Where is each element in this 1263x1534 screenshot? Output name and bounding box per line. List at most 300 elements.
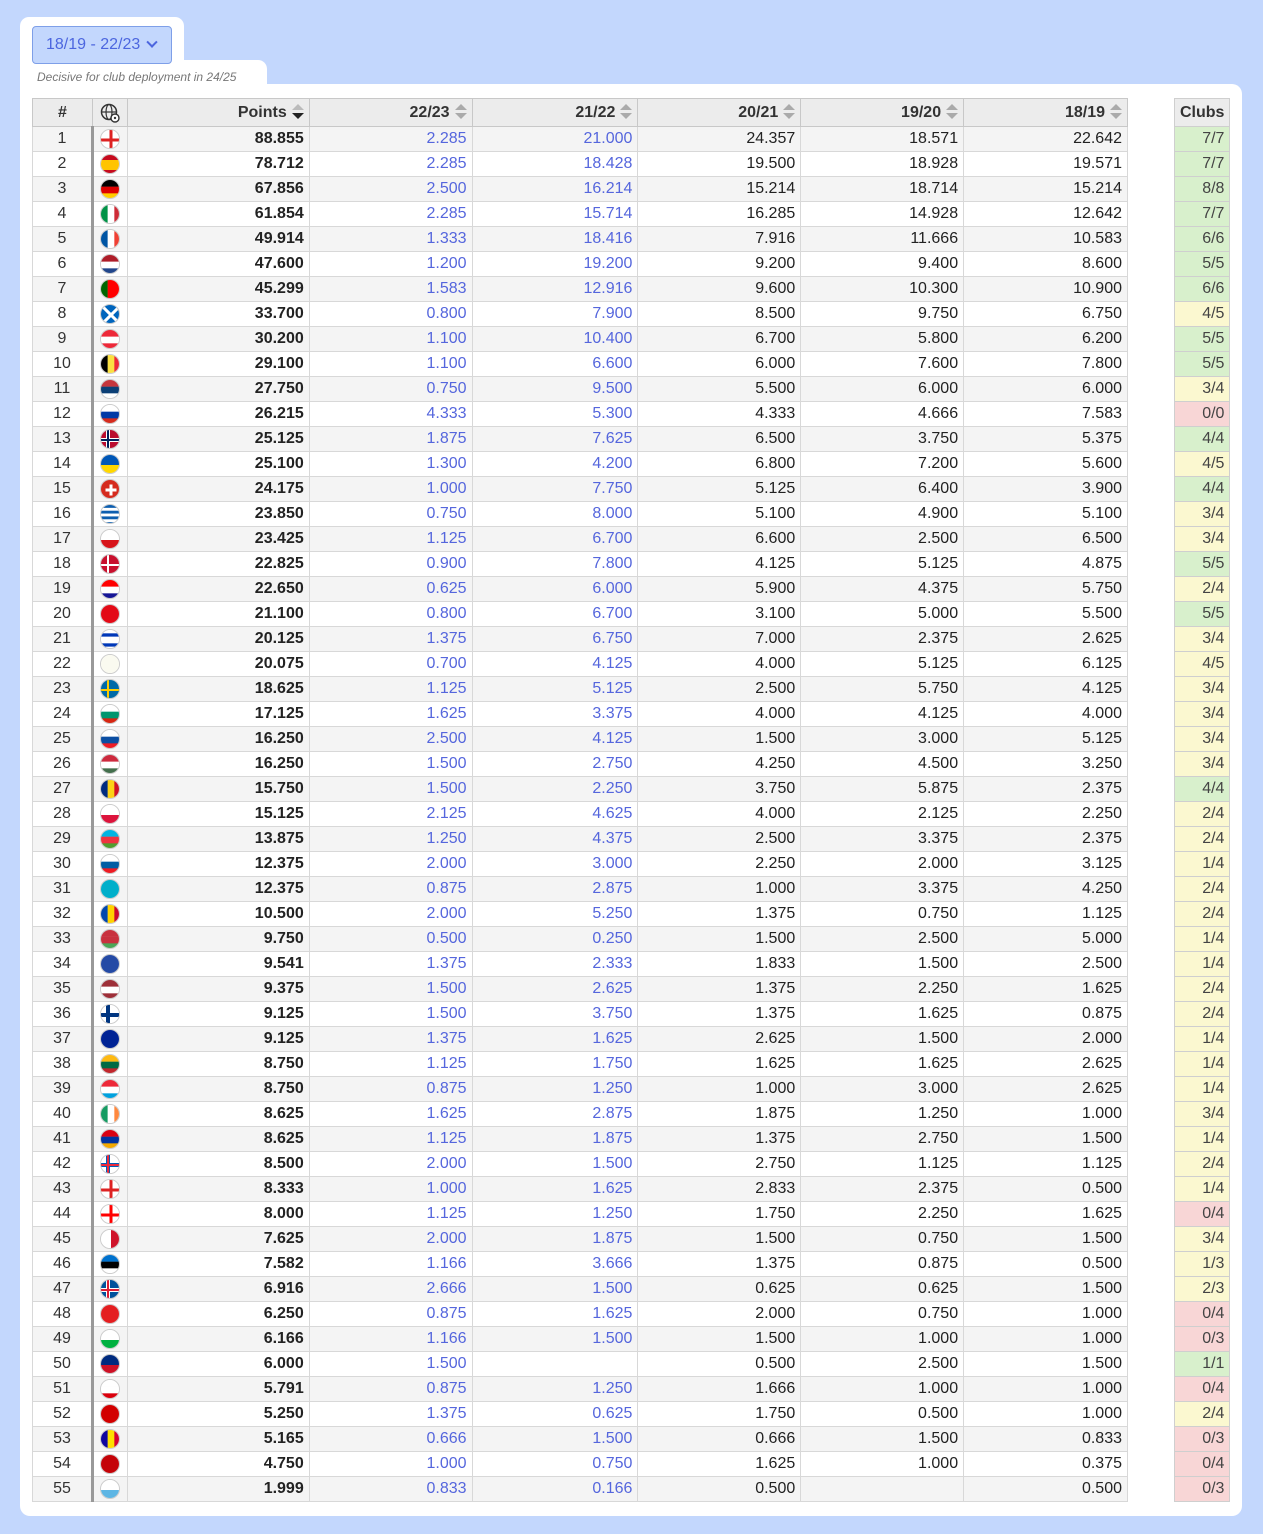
- season-1819-cell: 2.000: [964, 1027, 1128, 1052]
- season-2223-cell[interactable]: 2.000: [309, 1152, 472, 1177]
- points-cell: 21.100: [127, 602, 309, 627]
- points-cell: 24.175: [127, 477, 309, 502]
- season-2223-cell[interactable]: 1.100: [309, 352, 472, 377]
- season-2223-cell[interactable]: 1.500: [309, 752, 472, 777]
- season-2122-cell[interactable]: 1.625: [472, 1027, 638, 1052]
- season-2122-cell[interactable]: 2.625: [472, 977, 638, 1002]
- season-2223-cell[interactable]: 1.125: [309, 1127, 472, 1152]
- season-1920-cell: 14.928: [801, 202, 964, 227]
- table-row: [33, 1227, 1128, 1252]
- season-1920-cell: 0.750: [801, 902, 964, 927]
- season-2021-cell: 0.666: [638, 1427, 801, 1452]
- season-2122-cell[interactable]: 1.500: [472, 1152, 638, 1177]
- clubs-cell: 0/3: [1175, 1477, 1230, 1502]
- season-2223-cell[interactable]: 2.500: [309, 177, 472, 202]
- clubs-cell: 1/4: [1175, 1177, 1230, 1202]
- season-2122-cell[interactable]: 1.625: [472, 1302, 638, 1327]
- northern-ireland-flag: [100, 1179, 120, 1199]
- season-2122-cell[interactable]: 4.125: [472, 727, 638, 752]
- season-2122-cell[interactable]: 18.428: [472, 152, 638, 177]
- season-1819-cell: 3.250: [964, 752, 1128, 777]
- season-2021-cell: 9.200: [638, 252, 801, 277]
- table-row: [33, 277, 1128, 302]
- season-1819-cell: 2.625: [964, 627, 1128, 652]
- georgia-flag: [100, 1204, 120, 1224]
- season-2021-cell: 4.250: [638, 752, 801, 777]
- season-1920-cell: 5.000: [801, 602, 964, 627]
- season-1920-cell: 4.666: [801, 402, 964, 427]
- points-cell: 9.375: [127, 977, 309, 1002]
- iceland-flag: [100, 1279, 120, 1299]
- season-2223-cell[interactable]: 1.500: [309, 777, 472, 802]
- country-cell: [92, 1427, 127, 1452]
- season-2122-cell[interactable]: 6.750: [472, 627, 638, 652]
- season-1920-cell: 7.200: [801, 452, 964, 477]
- season-2223-cell[interactable]: 0.625: [309, 577, 472, 602]
- season-2223-cell[interactable]: 1.125: [309, 677, 472, 702]
- season-1819-cell: 7.800: [964, 352, 1128, 377]
- season-2223-cell[interactable]: 0.666: [309, 1427, 472, 1452]
- clubs-row: [1175, 752, 1230, 777]
- faroe-islands-flag: [100, 1154, 120, 1174]
- clubs-row: [1175, 1077, 1230, 1102]
- season-2021-cell: 1.375: [638, 1002, 801, 1027]
- rank-cell: 48: [33, 1302, 93, 1327]
- season-1920-cell: 5.800: [801, 327, 964, 352]
- points-cell: 9.125: [127, 1002, 309, 1027]
- sort-icon: [783, 104, 795, 120]
- season-1920-cell: 3.750: [801, 427, 964, 452]
- country-header[interactable]: [92, 99, 127, 127]
- clubs-cell: 0/4: [1175, 1377, 1230, 1402]
- season-2021-cell: 2.500: [638, 677, 801, 702]
- clubs-cell: 1/4: [1175, 1127, 1230, 1152]
- table-row: [33, 1427, 1128, 1452]
- points-cell: 18.625: [127, 677, 309, 702]
- season-2122-cell[interactable]: 3.000: [472, 852, 638, 877]
- country-cell: [92, 1227, 127, 1252]
- season-2223-cell[interactable]: 1.333: [309, 227, 472, 252]
- season-2223-cell[interactable]: 0.900: [309, 552, 472, 577]
- rank-cell: 34: [33, 952, 93, 977]
- clubs-row: [1175, 927, 1230, 952]
- rank-cell: 13: [33, 427, 93, 452]
- rank-cell: 9: [33, 327, 93, 352]
- season-2122-cell[interactable]: 6.000: [472, 577, 638, 602]
- season-2223-cell[interactable]: 1.375: [309, 627, 472, 652]
- clubs-cell: 4/5: [1175, 652, 1230, 677]
- season-2122-cell[interactable]: 18.416: [472, 227, 638, 252]
- rank-cell: 6: [33, 252, 93, 277]
- season-2223-cell[interactable]: 1.625: [309, 1102, 472, 1127]
- season-2122-cell[interactable]: 7.625: [472, 427, 638, 452]
- clubs-header: Clubs: [1175, 99, 1230, 127]
- table-row: [33, 627, 1128, 652]
- season-2122-cell[interactable]: 7.900: [472, 302, 638, 327]
- season-2122-cell[interactable]: 1.250: [472, 1202, 638, 1227]
- season-2122-cell[interactable]: 5.125: [472, 677, 638, 702]
- season-2223-cell[interactable]: 2.000: [309, 1227, 472, 1252]
- season-1920-cell: 7.600: [801, 352, 964, 377]
- season-2122-cell[interactable]: 15.714: [472, 202, 638, 227]
- season-2021-cell: 1.500: [638, 1327, 801, 1352]
- season-2122-cell[interactable]: 0.750: [472, 1452, 638, 1477]
- season-2122-cell[interactable]: 19.200: [472, 252, 638, 277]
- season-2223-cell[interactable]: 0.875: [309, 1077, 472, 1102]
- table-row: [33, 852, 1128, 877]
- clubs-cell: 1/4: [1175, 927, 1230, 952]
- season-1920-header[interactable]: 19/20: [801, 99, 964, 127]
- season-2223-cell[interactable]: 2.125: [309, 802, 472, 827]
- season-1920-cell: 2.125: [801, 802, 964, 827]
- points-cell: 8.625: [127, 1102, 309, 1127]
- rank-cell: 20: [33, 602, 93, 627]
- country-cell: [92, 152, 127, 177]
- latvia-flag: [100, 979, 120, 999]
- season-range-dropdown[interactable]: [32, 26, 172, 64]
- clubs-cell: 7/7: [1175, 152, 1230, 177]
- season-2122-cell[interactable]: 1.500: [472, 1277, 638, 1302]
- season-2122-cell[interactable]: 1.875: [472, 1227, 638, 1252]
- season-2122-cell[interactable]: 10.400: [472, 327, 638, 352]
- clubs-cell: 2/4: [1175, 977, 1230, 1002]
- season-1819-cell: 2.625: [964, 1052, 1128, 1077]
- season-2122-cell[interactable]: 2.875: [472, 1102, 638, 1127]
- season-1819-cell: 1.000: [964, 1327, 1128, 1352]
- season-2223-cell[interactable]: 2.000: [309, 902, 472, 927]
- table-row: [33, 302, 1128, 327]
- country-cell: [92, 1027, 127, 1052]
- season-2021-cell: 1.875: [638, 1102, 801, 1127]
- points-cell: 8.500: [127, 1152, 309, 1177]
- season-2122-cell[interactable]: 7.750: [472, 477, 638, 502]
- season-2223-cell[interactable]: 1.625: [309, 702, 472, 727]
- points-cell: 78.712: [127, 152, 309, 177]
- season-2223-cell[interactable]: 1.200: [309, 252, 472, 277]
- season-2223-cell[interactable]: 0.800: [309, 302, 472, 327]
- san-marino-flag: [100, 1479, 120, 1499]
- season-2122-cell[interactable]: [472, 1352, 638, 1377]
- season-1920-cell: 5.875: [801, 777, 964, 802]
- season-2021-cell: 24.357: [638, 127, 801, 152]
- season-2223-cell[interactable]: 1.375: [309, 952, 472, 977]
- season-1819-cell: 10.900: [964, 277, 1128, 302]
- season-2223-cell[interactable]: 2.285: [309, 202, 472, 227]
- rank-cell: 16: [33, 502, 93, 527]
- season-2122-cell[interactable]: 12.916: [472, 277, 638, 302]
- season-1920-cell: 2.500: [801, 1352, 964, 1377]
- season-2122-cell[interactable]: 7.800: [472, 552, 638, 577]
- rank-cell: 17: [33, 527, 93, 552]
- season-1920-cell: 3.000: [801, 727, 964, 752]
- season-1819-cell: 4.250: [964, 877, 1128, 902]
- rank-cell: 55: [33, 1477, 93, 1502]
- season-2122-cell[interactable]: 3.375: [472, 702, 638, 727]
- season-2223-cell[interactable]: 2.500: [309, 727, 472, 752]
- season-2122-cell[interactable]: 5.250: [472, 902, 638, 927]
- season-2122-cell[interactable]: 1.500: [472, 1327, 638, 1352]
- poland-flag: [100, 804, 120, 824]
- season-2122-cell[interactable]: 0.625: [472, 1402, 638, 1427]
- season-2122-cell[interactable]: 3.750: [472, 1002, 638, 1027]
- rank-cell: 10: [33, 352, 93, 377]
- season-2122-cell[interactable]: 9.500: [472, 377, 638, 402]
- season-2122-cell[interactable]: 2.750: [472, 752, 638, 777]
- season-2021-cell: 0.500: [638, 1477, 801, 1502]
- season-2223-cell[interactable]: 1.300: [309, 452, 472, 477]
- country-cell: [92, 777, 127, 802]
- points-cell: 15.125: [127, 802, 309, 827]
- clubs-row: [1175, 252, 1230, 277]
- clubs-cell: 3/4: [1175, 677, 1230, 702]
- season-2223-cell[interactable]: 2.285: [309, 127, 472, 152]
- estonia-flag: [100, 1254, 120, 1274]
- clubs-row: [1175, 602, 1230, 627]
- kosovo-flag: [100, 954, 120, 974]
- clubs-cell: 8/8: [1175, 177, 1230, 202]
- season-2122-header[interactable]: 21/22: [472, 99, 638, 127]
- season-2223-cell[interactable]: 0.875: [309, 1302, 472, 1327]
- season-2122-cell[interactable]: 6.700: [472, 602, 638, 627]
- rank-cell: 23: [33, 677, 93, 702]
- table-row: [33, 1402, 1128, 1427]
- clubs-row: [1175, 1252, 1230, 1277]
- season-2021-header[interactable]: 20/21: [638, 99, 801, 127]
- denmark-flag: [100, 554, 120, 574]
- season-1920-cell: 18.714: [801, 177, 964, 202]
- season-2223-cell[interactable]: 1.100: [309, 327, 472, 352]
- season-2223-cell[interactable]: 0.875: [309, 877, 472, 902]
- season-2223-cell[interactable]: 1.583: [309, 277, 472, 302]
- season-2122-cell[interactable]: 2.250: [472, 777, 638, 802]
- season-2021-cell: 4.000: [638, 702, 801, 727]
- italy-flag: [100, 204, 120, 224]
- country-cell: [92, 377, 127, 402]
- season-2223-cell[interactable]: 0.500: [309, 927, 472, 952]
- season-2223-cell[interactable]: 0.700: [309, 652, 472, 677]
- season-2223-cell[interactable]: 1.000: [309, 1177, 472, 1202]
- season-2223-cell[interactable]: 1.125: [309, 1052, 472, 1077]
- rank-cell: 43: [33, 1177, 93, 1202]
- season-2122-cell[interactable]: 0.250: [472, 927, 638, 952]
- rank-cell: 12: [33, 402, 93, 427]
- season-1920-cell: 2.750: [801, 1127, 964, 1152]
- season-2122-cell[interactable]: 0.166: [472, 1477, 638, 1502]
- rank-cell: 53: [33, 1427, 93, 1452]
- season-2021-cell: 1.500: [638, 727, 801, 752]
- season-1920-cell: 4.900: [801, 502, 964, 527]
- clubs-row: [1175, 527, 1230, 552]
- season-2122-cell[interactable]: 3.666: [472, 1252, 638, 1277]
- clubs-cell: 0/4: [1175, 1202, 1230, 1227]
- clubs-row: [1175, 902, 1230, 927]
- germany-flag: [100, 179, 120, 199]
- clubs-cell: 2/4: [1175, 1002, 1230, 1027]
- season-range-label: 18/19 - 22/23: [46, 36, 141, 53]
- season-2122-cell[interactable]: 1.875: [472, 1127, 638, 1152]
- table-row: [33, 152, 1128, 177]
- season-2122-cell[interactable]: 8.000: [472, 502, 638, 527]
- season-1819-cell: 7.583: [964, 402, 1128, 427]
- season-2223-cell[interactable]: 2.000: [309, 852, 472, 877]
- season-2223-cell[interactable]: 1.166: [309, 1327, 472, 1352]
- season-2021-cell: 1.625: [638, 1452, 801, 1477]
- season-2122-cell[interactable]: 4.125: [472, 652, 638, 677]
- season-2021-cell: 2.500: [638, 827, 801, 852]
- points-cell: 9.125: [127, 1027, 309, 1052]
- albania-flag: [100, 1304, 120, 1324]
- country-cell: [92, 877, 127, 902]
- season-1819-cell: 1.625: [964, 977, 1128, 1002]
- season-2122-cell[interactable]: 1.625: [472, 1177, 638, 1202]
- country-cell: [92, 277, 127, 302]
- season-2223-cell[interactable]: 1.125: [309, 527, 472, 552]
- table-row: [33, 527, 1128, 552]
- moldova-flag: [100, 904, 120, 924]
- season-1819-cell: 1.000: [964, 1102, 1128, 1127]
- clubs-cell: 5/5: [1175, 352, 1230, 377]
- season-2122-cell[interactable]: 16.214: [472, 177, 638, 202]
- points-cell: 88.855: [127, 127, 309, 152]
- season-2223-cell[interactable]: 4.333: [309, 402, 472, 427]
- points-cell: 6.166: [127, 1327, 309, 1352]
- season-2223-cell[interactable]: 2.666: [309, 1277, 472, 1302]
- clubs-row: [1175, 1027, 1230, 1052]
- season-1920-cell: 2.375: [801, 627, 964, 652]
- points-cell: 5.791: [127, 1377, 309, 1402]
- season-2021-cell: 6.500: [638, 427, 801, 452]
- season-2122-cell[interactable]: 5.300: [472, 402, 638, 427]
- table-row: [33, 352, 1128, 377]
- season-2223-cell[interactable]: 0.833: [309, 1477, 472, 1502]
- table-row: [33, 752, 1128, 777]
- season-2122-cell[interactable]: 1.250: [472, 1077, 638, 1102]
- points-header[interactable]: Points: [127, 99, 309, 127]
- points-cell: 29.100: [127, 352, 309, 377]
- season-2122-cell[interactable]: 1.250: [472, 1377, 638, 1402]
- season-1819-cell: 0.875: [964, 1002, 1128, 1027]
- season-2223-cell[interactable]: 0.800: [309, 602, 472, 627]
- country-cell: [92, 127, 127, 152]
- season-2223-cell[interactable]: 1.166: [309, 1252, 472, 1277]
- clubs-cell: 5/5: [1175, 252, 1230, 277]
- country-cell: [92, 402, 127, 427]
- points-cell: 22.650: [127, 577, 309, 602]
- season-1819-cell: 8.600: [964, 252, 1128, 277]
- season-2122-cell[interactable]: 6.700: [472, 527, 638, 552]
- country-cell: [92, 677, 127, 702]
- country-cell: [92, 552, 127, 577]
- country-cell: [92, 1102, 127, 1127]
- season-1920-cell: 9.750: [801, 302, 964, 327]
- country-cell: [92, 927, 127, 952]
- rank-cell: 11: [33, 377, 93, 402]
- sort-icon: [620, 104, 632, 120]
- israel-flag: [100, 629, 120, 649]
- armenia-flag: [100, 1129, 120, 1149]
- table-row: [33, 577, 1128, 602]
- country-cell: [92, 952, 127, 977]
- malta-flag: [100, 1229, 120, 1249]
- season-1819-cell: 1.000: [964, 1377, 1128, 1402]
- season-2122-cell[interactable]: 21.000: [472, 127, 638, 152]
- points-cell: 4.750: [127, 1452, 309, 1477]
- season-2223-cell[interactable]: 1.250: [309, 827, 472, 852]
- season-1819-cell: 1.500: [964, 1227, 1128, 1252]
- clubs-row: [1175, 777, 1230, 802]
- clubs-row: [1175, 1052, 1230, 1077]
- season-1819-cell: 5.375: [964, 427, 1128, 452]
- rank-cell: 46: [33, 1252, 93, 1277]
- season-2122-cell[interactable]: 4.375: [472, 827, 638, 852]
- season-2122-cell[interactable]: 1.500: [472, 1427, 638, 1452]
- season-2223-cell[interactable]: 1.125: [309, 1202, 472, 1227]
- season-1819-cell: 4.000: [964, 702, 1128, 727]
- table-row: [33, 227, 1128, 252]
- season-2223-cell[interactable]: 1.000: [309, 477, 472, 502]
- season-2223-cell[interactable]: 0.750: [309, 377, 472, 402]
- points-cell: 61.854: [127, 202, 309, 227]
- points-cell: 6.916: [127, 1277, 309, 1302]
- season-2223-cell[interactable]: 1.500: [309, 1002, 472, 1027]
- season-2223-cell[interactable]: 2.285: [309, 152, 472, 177]
- points-cell: 7.625: [127, 1227, 309, 1252]
- table-row: [33, 127, 1128, 152]
- table-row: [33, 1452, 1128, 1477]
- rank-cell: 14: [33, 452, 93, 477]
- table-row: [33, 1102, 1128, 1127]
- season-2223-cell[interactable]: 1.000: [309, 1452, 472, 1477]
- season-2021-cell: 6.000: [638, 352, 801, 377]
- points-cell: 8.333: [127, 1177, 309, 1202]
- clubs-row: [1175, 1427, 1230, 1452]
- season-2223-cell[interactable]: 1.500: [309, 1352, 472, 1377]
- country-cell: [92, 1352, 127, 1377]
- france-flag: [100, 229, 120, 249]
- season-2021-cell: 5.500: [638, 377, 801, 402]
- season-2122-cell[interactable]: 6.600: [472, 352, 638, 377]
- clubs-cell: 3/4: [1175, 502, 1230, 527]
- season-2122-cell[interactable]: 2.875: [472, 877, 638, 902]
- season-2122-cell[interactable]: 4.200: [472, 452, 638, 477]
- season-2223-cell[interactable]: 0.750: [309, 502, 472, 527]
- season-1819-cell: 10.583: [964, 227, 1128, 252]
- table-row: [33, 602, 1128, 627]
- table-row: [33, 902, 1128, 927]
- season-1819-cell: 0.500: [964, 1177, 1128, 1202]
- season-2122-cell[interactable]: 2.333: [472, 952, 638, 977]
- season-2223-header[interactable]: 22/23: [309, 99, 472, 127]
- season-2021-cell: 16.285: [638, 202, 801, 227]
- clubs-cell: 5/5: [1175, 327, 1230, 352]
- season-1819-header[interactable]: 18/19: [964, 99, 1128, 127]
- season-2223-cell[interactable]: 1.375: [309, 1402, 472, 1427]
- country-cell: [92, 902, 127, 927]
- croatia-flag: [100, 579, 120, 599]
- clubs-cell: 3/4: [1175, 752, 1230, 777]
- clubs-row: [1175, 677, 1230, 702]
- season-2223-cell[interactable]: 1.500: [309, 977, 472, 1002]
- table-row: [33, 1302, 1128, 1327]
- season-2223-cell[interactable]: 1.875: [309, 427, 472, 452]
- season-2223-cell[interactable]: 0.875: [309, 1377, 472, 1402]
- season-2223-cell[interactable]: 1.375: [309, 1027, 472, 1052]
- season-1819-cell: 1.125: [964, 1152, 1128, 1177]
- clubs-cell: 3/4: [1175, 1102, 1230, 1127]
- season-2122-cell[interactable]: 1.750: [472, 1052, 638, 1077]
- season-2122-cell[interactable]: 4.625: [472, 802, 638, 827]
- table-row: [33, 652, 1128, 677]
